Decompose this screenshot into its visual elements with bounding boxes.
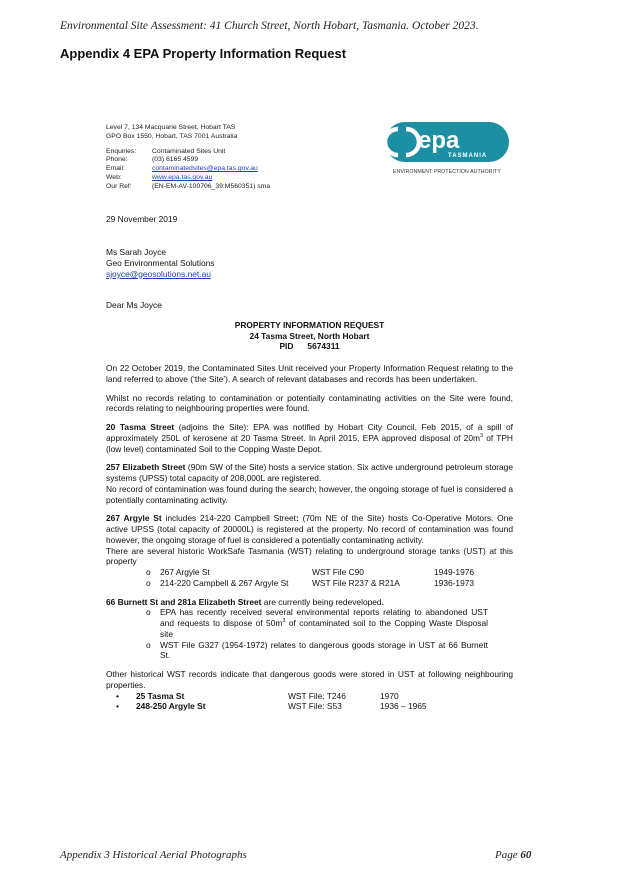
paragraph-text: (70m NE of the Site) hosts Co-Operative Motors. One active UPSS (total capacity of 20000L) is registered at the property. No record of contamination was found however, the ongoing storage of fuel is considered a potentially contaminating activity.	[106, 513, 513, 545]
paragraph-punct: .	[381, 596, 384, 607]
bullet-marker: •	[116, 690, 119, 701]
paragraph-257-elizabeth	[106, 462, 513, 505]
paragraph-intro: On 22 October 2019, the Contaminated Sites Unit received your Property Information Request relating to the land referred to above (‘the Site’). A search of relevant databases and records has been undertaken.	[106, 363, 513, 384]
list-marker: o	[146, 639, 151, 650]
wst-years: 1949-1976	[434, 567, 475, 577]
contact-label: Phone:	[106, 156, 128, 164]
salutation: Dear Ms Joyce	[106, 300, 162, 310]
property-name: 20 Tasma Street	[106, 422, 175, 432]
property-name: 267 Argyle St	[106, 513, 162, 524]
contact-row-web	[106, 174, 513, 183]
list-item	[116, 701, 513, 712]
pid-value: 5674311	[307, 341, 340, 351]
contact-label: Email:	[106, 165, 125, 173]
paragraph-findings: Whilst no records relating to contamination or potentially contaminating activities on the Site were found, records relating to neighbouring properties were found.	[106, 392, 513, 414]
recipient-name: Ms Sarah Joyce	[106, 247, 167, 257]
superscript: 3	[282, 618, 286, 625]
list-item	[116, 691, 513, 702]
running-header: Environmental Site Assessment: 41 Church Street, North Hobart, Tasmania. October 2023.	[60, 20, 479, 32]
paragraph-text: There are several historic WorkSafe Tasmania (WST) relating to underground storage tanks (UST) at this property	[106, 545, 513, 567]
epa-logo-region: TASMANIA	[448, 153, 488, 159]
bullet-marker: •	[116, 701, 119, 712]
recipient-block	[106, 247, 214, 280]
text-part: EPA has recently received several environmental reports relating to abandoned UST and requests to dispose of 50m	[160, 607, 488, 628]
paragraph-punct: :	[296, 513, 299, 524]
paragraph-text: (adjoins the Site): EPA was notified by Hobart City Council, Feb 2015, of a spill of approximately 250L of kerosene at 20 Tasma Street. In April 2015, EPA approved disposal of 20m	[106, 422, 513, 443]
historical-file: WST File: S53	[288, 701, 342, 712]
contact-label: Enquiries:	[106, 147, 137, 155]
paragraph-text: includes 214-220 Campbell Street	[161, 513, 296, 524]
contact-label: Our Ref:	[106, 182, 132, 190]
list-marker: o	[146, 567, 151, 577]
subject-pid	[106, 341, 513, 352]
historical-file: WST File: T246	[288, 690, 346, 701]
list-marker: o	[146, 607, 151, 618]
subject-address: 24 Tasma Street, North Hobart	[249, 330, 370, 341]
wst-property: 267 Argyle St	[160, 567, 210, 577]
recipient-company: Geo Environmental Solutions	[106, 257, 215, 268]
contact-value: (03) 6165 4599	[152, 156, 199, 164]
paragraph-historical: Other historical WST records indicate that dangerous goods were stored in UST at following neighbouring properties.	[106, 669, 513, 690]
epa-logo	[384, 121, 510, 175]
historical-property: 25 Tasma St	[136, 690, 185, 701]
historical-wst-list	[116, 691, 513, 713]
contact-label: Web:	[106, 174, 122, 182]
paragraph-267-argyle	[106, 513, 513, 567]
paragraph-text: of TPH (low level) contaminated Soil to the Copping Waste Depot.	[106, 432, 513, 454]
epa-email-link[interactable]: contaminatedsites@epa.tas.gov.au	[152, 165, 258, 173]
letter-date: 29 November 2019	[106, 214, 178, 224]
list-marker: o	[146, 577, 151, 588]
text-part: of contaminated soil to the Copping Waste Disposal site	[160, 618, 488, 639]
contact-row-ref	[106, 183, 513, 192]
historical-years: 1970	[380, 690, 399, 701]
list-item	[146, 578, 513, 589]
footer-page	[495, 849, 531, 861]
subject-title: PROPERTY INFORMATION REQUEST	[234, 320, 385, 330]
historical-property: 248-250 Argyle St	[136, 701, 206, 712]
epa-logo-badge	[384, 121, 510, 163]
property-name: 257 Elizabeth Street	[106, 462, 186, 473]
wst-file: WST File C90	[312, 567, 364, 577]
redevelopment-list	[146, 607, 513, 661]
list-item	[146, 640, 513, 662]
paragraph-text: No record of contamination was found during the search; however, the ongoing storage of fuel is considered a potentially contaminating activity.	[106, 483, 513, 505]
list-item	[146, 607, 513, 639]
paragraph-20-tasma	[106, 422, 513, 454]
page-label: Page	[495, 849, 518, 861]
address-line: GPO Box 1550, Hobart, TAS 7001 Australia	[106, 132, 238, 140]
pid-label: PID	[279, 341, 294, 351]
wst-file: WST File R237 & R21A	[312, 577, 400, 588]
contact-value: (EN-EM-AV-100706_39:M560351) sma	[152, 182, 271, 190]
epa-web-link[interactable]: www.epa.tas.gov.au	[152, 174, 213, 182]
paragraph-text: are currently being redeveloped	[261, 596, 382, 607]
appendix-title: Appendix 4 EPA Property Information Request	[60, 46, 347, 61]
list-item-text: WST File G327 (1954-1972) relates to dangerous goods storage in UST at 66 Burnett St.	[160, 639, 488, 661]
superscript: 3	[479, 432, 484, 439]
subject-heading	[106, 320, 513, 352]
list-item	[146, 567, 513, 578]
contact-value: Contaminated Sites Unit	[152, 147, 226, 155]
page-number: 60	[520, 849, 532, 861]
historical-years: 1936 – 1965	[380, 701, 427, 712]
paragraph-text: (90m SW of the Site) hosts a service station. Six active underground petroleum storage systems (UPSS) total capacity of 208,000L are registered.	[106, 462, 513, 483]
wst-property: 214-220 Campbell & 267 Argyle St	[160, 577, 289, 588]
footer-caption: Appendix 3 Historical Aerial Photographs	[60, 849, 247, 861]
paragraph-66-burnett	[106, 597, 513, 608]
list-item-text	[160, 607, 488, 639]
address-line: Level 7, 134 Macquarie Street, Hobart TAS	[106, 124, 236, 131]
recipient-email-link[interactable]: sjoyce@geosolutions.net.au	[106, 268, 211, 279]
letter-body	[106, 363, 513, 712]
property-name: 66 Burnett St and 281a Elizabeth Street	[106, 596, 262, 607]
wst-years: 1936-1973	[434, 577, 475, 588]
epa-logo-brand: epa	[418, 127, 460, 154]
epa-logo-caption: ENVIRONMENT PROTECTION AUTHORITY	[392, 169, 501, 175]
wst-record-list	[146, 567, 513, 589]
